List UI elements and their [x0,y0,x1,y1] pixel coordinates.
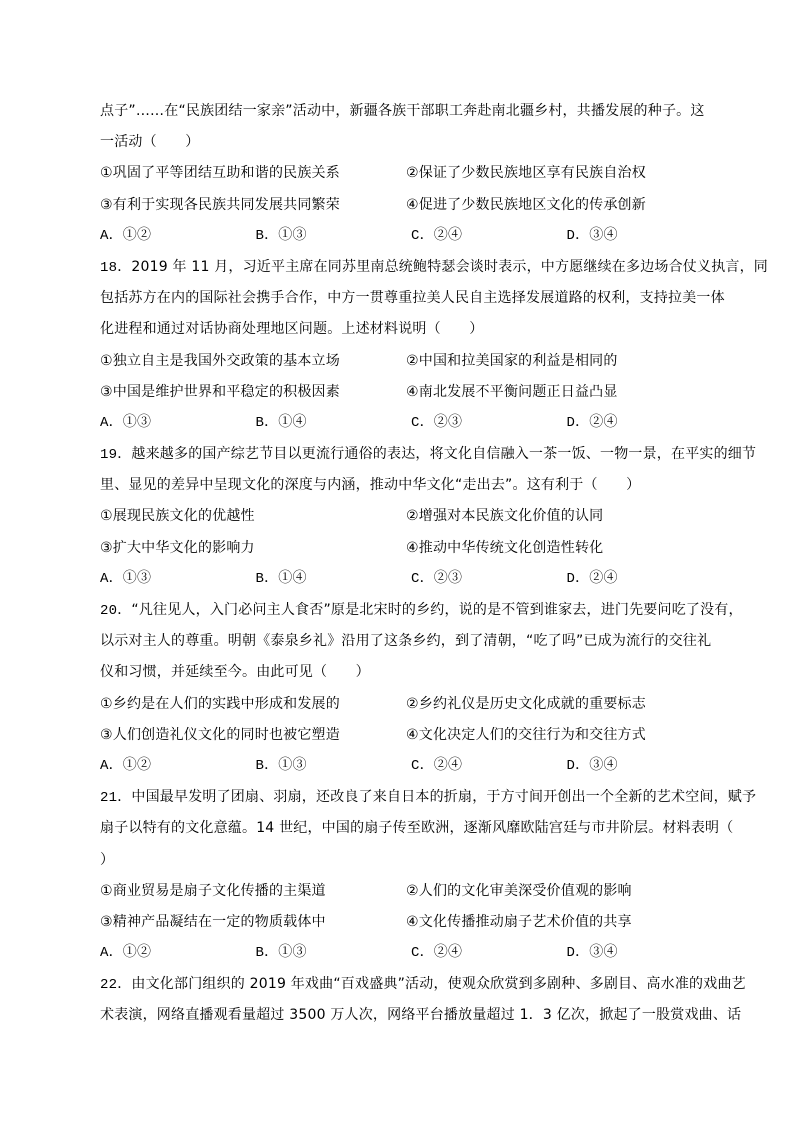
option: ②人们的文化审美深受价值观的影响 [406,882,632,899]
q17-options-row [100,158,722,189]
q17-choices [100,221,722,252]
choice-a: A．①② [100,945,152,962]
q21-line: 中国最早发明了团扇、羽扇，还改良了来自日本的折扇，于方寸间开创出一个全新的艺术空间，赋予 [131,789,757,806]
option: ③中国是维护世界和平稳定的积极因素 [100,383,340,400]
q22-line: 由文化部门组织的 2019 年戏曲“百戏盛典”活动，使观众欣赏到多剧种、多剧目、高水准的戏曲艺 [131,976,746,993]
choice-a: A．①③ [100,570,152,587]
choice-b: B．①④ [255,570,307,587]
choice-d: D．③④ [566,227,618,244]
option: ②中国和拉美国家的利益是相同的 [406,352,618,369]
option: ④推动中华传统文化创造性转化 [406,539,604,556]
choice-d: D．②④ [566,414,618,431]
q21-options-row [100,907,722,938]
choice-c: C．②③ [411,570,463,587]
option: ①独立自主是我国外交政策的基本立场 [100,352,340,369]
q17-options-row [100,190,722,221]
q18-text: 包括苏方在内的国际社会携手合作，中方一贯尊重拉美人民自主选择发展道路的权利，支持拉美一体 [100,290,725,307]
q20-options-row [100,689,722,720]
choice-a: A．①③ [100,414,152,431]
option: ①乡约是在人们的实践中形成和发展的 [100,695,340,712]
option: ③精神产品凝结在一定的物质载体中 [100,913,326,930]
choice-b: B．①③ [255,945,307,962]
q22-text: 术表演，网络直播观看量超过 3500 万人次，网络平台播放量超过 1．3 亿次，掀起了一股赏戏曲、话 [100,1007,742,1024]
q19-text [100,439,757,470]
option: ④文化传播推动扇子艺术价值的共享 [406,913,632,930]
choice-b: B．①③ [255,227,307,244]
q20-text [100,595,743,626]
option: ②增强对本民族文化价值的认同 [406,508,604,525]
q17-text: 点子”……在“民族团结一家亲”活动中，新疆各族干部职工奔赴南北疆乡村，共播发展的种子。这 [100,103,705,119]
choice-c: C．②④ [411,945,463,962]
question-number: 21． [100,790,132,807]
option: ③有利于实现各民族共同发展共同繁荣 [100,196,340,213]
choice-c: C．②④ [411,757,463,774]
question-number: 22． [100,977,132,994]
q20-options-row [100,720,722,751]
q18-text: 化进程和通过对话协商处理地区问题。上述材料说明（ ） [100,321,484,338]
q21-options-row [100,876,722,907]
option: ②保证了少数民族地区享有民族自治权 [406,165,646,182]
q17-text: 一活动（ ） [100,134,200,151]
question-number: 18． [100,259,132,276]
q18-choices [100,408,722,439]
option: ③扩大中华文化的影响力 [100,539,255,556]
q19-options-row [100,533,722,564]
document-page [100,96,768,1032]
q21-text: 扇子以特有的文化意蕴。14 世纪，中国的扇子传至欧洲，逐渐风靡欧陆宫廷与市井阶层。材料表明（ [100,820,734,837]
choice-a: A．①② [100,757,152,774]
question-number: 20． [100,603,132,619]
option: ④文化决定人们的交往行为和交往方式 [406,726,646,743]
option: ①展现民族文化的优越性 [100,508,255,525]
q20-text: 以示对主人的尊重。明朝《泰泉乡礼》沿用了这条乡约，到了清朝，“吃了吗”已成为流行的交往礼 [100,633,712,650]
choice-d: D．③④ [566,757,618,774]
choice-c: C．②④ [411,227,463,244]
choice-a: A．①② [100,227,152,244]
option: ①商业贸易是扇子文化传播的主渠道 [100,882,326,899]
option: ①巩固了平等团结互助和谐的民族关系 [100,165,340,182]
choice-d: D．③④ [566,945,618,962]
q18-options-row [100,377,722,408]
q20-line: “凡往见人，入门必问主人食否”原是北宋时的乡约，说的是不管到谁家去，进门先要问吃了没有， [131,602,743,618]
q19-choices [100,564,722,595]
q21-text: ） [100,851,115,868]
q20-text: 仪和习惯，并延续至今。由此可见（ ） [100,664,370,681]
option: ③人们创造礼仪文化的同时也被它塑造 [100,726,340,743]
q21-text [100,782,757,813]
choice-b: B．①④ [255,414,307,431]
q19-options-row [100,501,722,532]
q21-choices [100,938,722,969]
option: ④南北发展不平衡问题正日益凸显 [406,383,618,400]
q18-line: 2019 年 11 月，习近平主席在同苏里南总统鲍特瑟会谈时表示，中方愿继续在多边场合仗义执言，同 [131,258,768,275]
q19-line: 越来越多的国产综艺节目以更流行通俗的表达，将文化自信融入一茶一饭、一物一景，在平实的细节 [131,446,757,463]
q18-text [100,252,768,283]
q19-text: 里、显见的差异中呈现文化的深度与内涵，推动中华文化“走出去”。这有利于（ ） [100,477,641,494]
option: ④促进了少数民族地区文化的传承创新 [406,196,646,213]
q18-options-row [100,346,722,377]
choice-d: D．②④ [566,570,618,587]
choice-c: C．②③ [411,414,463,431]
option: ②乡约礼仪是历史文化成就的重要标志 [406,695,646,712]
q20-choices [100,751,722,782]
choice-b: B．①③ [255,757,307,774]
q22-text [100,969,746,1000]
question-number: 19． [100,447,132,464]
